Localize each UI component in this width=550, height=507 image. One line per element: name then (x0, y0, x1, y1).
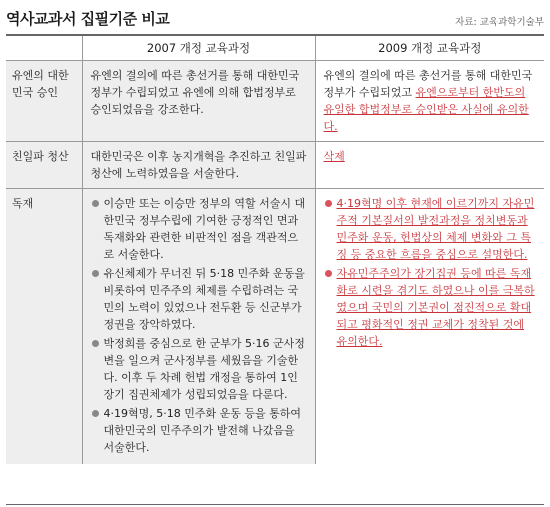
list-item-text: 이승만 또는 이승만 정부의 역할 서술시 대한민국 정부수립에 기여한 긍정적인 면과 독재화와 관련한 비판적인 점을 객관적으로 서술한다. (103, 197, 306, 261)
column-header-2007: 2007 개정 교육과정 (82, 36, 315, 61)
table-header-row (6, 36, 544, 61)
column-header-2009: 2009 개정 교육과정 (315, 36, 544, 61)
table-row (6, 142, 544, 189)
bottom-rule (6, 504, 544, 505)
header (6, 8, 544, 34)
bullet-icon (325, 200, 332, 207)
bullet-icon (92, 410, 99, 417)
deleted-note: 삭제 (323, 150, 345, 163)
cell-2007-collaborator-purge: 대한민국은 이후 농지개혁을 추진하고 친일파 청산에 노력하였음을 서술한다. (82, 142, 315, 189)
cell-2009-dictatorship (315, 189, 544, 465)
bullet-icon (92, 270, 99, 277)
list-item-text: 유신체제가 무너진 뒤 5·18 민주화 운동을 비롯하여 민주주의 체제를 수립하려는 국민의 노력이 있었으나 전두환 등 신군부가 정권을 장악하였다. (103, 267, 305, 331)
list-item (324, 265, 539, 350)
bullet-list-2007 (91, 195, 309, 456)
list-item (91, 335, 309, 403)
comparison-table (6, 36, 544, 464)
bullet-icon (92, 200, 99, 207)
cell-2007-dictatorship (82, 189, 315, 465)
source-note: 자료: 교육과학기술부 (455, 17, 544, 28)
list-item (91, 195, 309, 263)
bullet-icon (325, 270, 332, 277)
cell-2009-collaborator-purge (315, 142, 544, 189)
list-item-text: 자유민주주의가 장기집권 등에 따른 독재화로 시련을 겪기도 하였으나 이를 극복하였으며 국민의 기본권이 점진적으로 확대되고 평화적인 정권 교체가 정착된 것에 유의한다. (336, 267, 535, 348)
row-label-un-recognition: 유엔의 대한민국 승인 (6, 61, 82, 142)
page-title: 역사교과서 집필기준 비교 (6, 10, 170, 28)
list-item-text: 박정희를 중심으로 한 군부가 5·16 군사정변을 일으켜 군사정부를 세웠음을 기술한다. 이후 두 차례 헌법 개정을 통하여 1인 장기 집권체제가 성립되었음을 다룬다. (103, 337, 305, 401)
row-label-collaborator-purge: 친일파 청산 (6, 142, 82, 189)
cell-2007-un-recognition: 유엔의 결의에 따른 총선거를 통해 대한민국 정부가 수립되었고 유엔에 의해 합법정부로 승인되었음을 강조한다. (82, 61, 315, 142)
header-cell-empty (6, 36, 82, 61)
list-item (324, 195, 539, 263)
row-label-dictatorship: 독재 (6, 189, 82, 465)
list-item-text: 4·19혁명, 5·18 민주화 운동 등을 통하여 대한민국의 민주주의가 발전해 나갔음을 서술한다. (103, 407, 301, 454)
cell-2009-plain-text: 유엔의 결의에 따른 총선거를 통해 대한민국 정부가 수립되었고 (323, 69, 533, 99)
cell-2009-highlight-text: 유엔으로부터 한반도의 유일한 합법정부로 승인받은 사실에 유의한다. (323, 86, 529, 133)
bullet-list-2009 (324, 195, 539, 350)
list-item (91, 265, 309, 333)
table-row (6, 61, 544, 142)
list-item-text: 4·19혁명 이후 현재에 이르기까지 자유민주적 기본질서의 발전과정을 정치변동과 민주화 운동, 헌법상의 체제 변화와 그 특징 등 중요한 흐름을 중심으로 설명한다. (336, 197, 535, 261)
bullet-icon (92, 340, 99, 347)
list-item (91, 405, 309, 456)
cell-2009-un-recognition (315, 61, 544, 142)
table-row (6, 189, 544, 465)
